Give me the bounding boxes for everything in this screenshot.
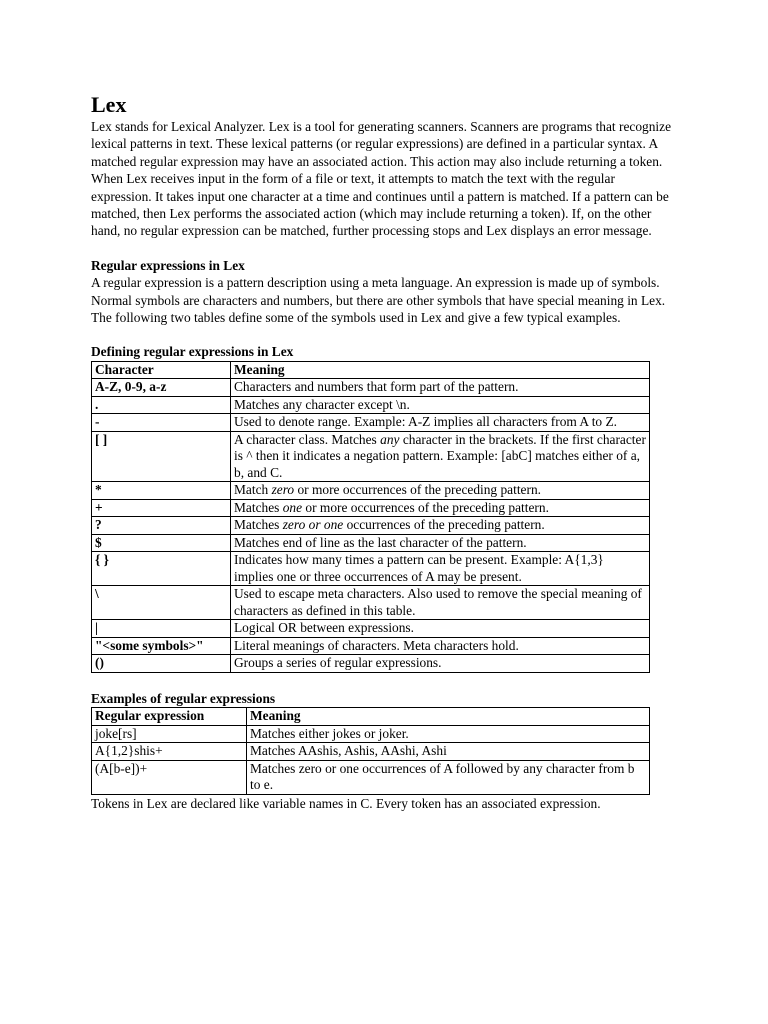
meaning-text-em: zero or one [282, 517, 344, 533]
meaning-cell [231, 379, 650, 397]
table-row [92, 482, 650, 500]
meaning-cell [231, 586, 650, 620]
meaning-cell [231, 431, 650, 482]
regex-examples-table [91, 707, 650, 795]
meaning-cell [231, 499, 650, 517]
meaning-text-post: or more occurrences of the preceding pattern. [302, 499, 549, 515]
symbol-cell: \ [92, 586, 231, 620]
table-row [92, 534, 650, 552]
symbol-cell: { } [92, 552, 231, 586]
meaning-text-pre: Indicates how many times a pattern can be present. Example: A{1,3} implies one or three occurrences of A may be present. [234, 552, 604, 584]
meaning-text-pre: Matches [234, 499, 283, 515]
symbol-cell: () [92, 655, 231, 673]
symbol-cell: $ [92, 534, 231, 552]
meaning-text-post: occurrences of the preceding pattern. [343, 517, 545, 533]
table-row [92, 379, 650, 397]
symbol-cell: * [92, 482, 231, 500]
section-paragraph-regex: A regular expression is a pattern description using a meta language. An expression is made up of symbols. Normal symbols are characters and numbers, but there are other symbols that have special meaning in Lex. The following two tables define some of the symbols used in Lex and give a few typical examples. [91, 275, 666, 326]
table-row [92, 743, 650, 761]
regex-cell: (A[b-e])+ [92, 760, 247, 794]
table-row [92, 499, 650, 517]
meaning-text-post: character in the brackets. If the first character is ^ then it indicates a negation pattern. Example: [abC] matches either of a, b, and C. [234, 431, 646, 480]
table-row [92, 760, 650, 794]
table-row [92, 637, 650, 655]
symbol-cell: A-Z, 0-9, a-z [92, 379, 231, 397]
meaning-cell [231, 655, 650, 673]
intro-paragraph: Lex stands for Lexical Analyzer. Lex is a tool for generating scanners. Scanners are programs that recognize lexical patterns in text. These lexical patterns (or regular expressions) are defined in a particular syntax. A matched regular expression may have an associated action. This action may also include returning a token. When Lex receives input in the form of a file or text, it attempts to match the text with the regular expression. It takes input one character at a time and continues until a pattern is matched. If a pattern can be matched, then Lex performs the associated action (which may include returning a token). If, on the other hand, no regular expression can be matched, further processing stops and Lex displays an error message. [91, 119, 672, 239]
symbol-cell: ? [92, 517, 231, 535]
table-header-row [92, 708, 650, 726]
meaning-text-pre: A character class. Matches [234, 431, 381, 447]
meaning-cell: Matches zero or one occurrences of A followed by any character from b to e. [247, 760, 650, 794]
meaning-text-em: any [380, 431, 400, 447]
meaning-cell [231, 637, 650, 655]
meaning-cell [231, 517, 650, 535]
table-row [92, 655, 650, 673]
regex-cell: joke[rs] [92, 725, 247, 743]
page-title: Lex [91, 92, 127, 117]
table-row [92, 431, 650, 482]
meaning-text-pre: Matches any character except \n. [234, 396, 410, 412]
meaning-text-pre: Matches end of line as the last character of the pattern. [234, 534, 527, 550]
spacer [91, 326, 677, 343]
symbol-cell: + [92, 499, 231, 517]
meaning-cell [231, 482, 650, 500]
footer-paragraph: Tokens in Lex are declared like variable names in C. Every token has an associated expression. [91, 795, 601, 811]
table-row [92, 725, 650, 743]
meaning-cell [231, 414, 650, 432]
regex-cell: A{1,2}shis+ [92, 743, 247, 761]
symbol-cell: . [92, 396, 231, 414]
table-row [92, 414, 650, 432]
regex-symbols-table [91, 361, 650, 673]
header-meaning: Meaning [247, 708, 650, 726]
table-row [92, 620, 650, 638]
table-row [92, 586, 650, 620]
header-regular-expression: Regular expression [92, 708, 247, 726]
spacer [91, 673, 677, 690]
meaning-text-pre: Characters and numbers that form part of the pattern. [234, 379, 519, 395]
table1-caption: Defining regular expressions in Lex [91, 344, 294, 360]
table-row [92, 396, 650, 414]
meaning-cell [231, 396, 650, 414]
header-character: Character [92, 361, 231, 379]
symbol-cell: "<some symbols>" [92, 637, 231, 655]
spacer [91, 240, 677, 257]
meaning-text-em: zero [271, 482, 295, 498]
table-row [92, 517, 650, 535]
meaning-text-pre: Used to escape meta characters. Also used to remove the special meaning of characters as defined in this table. [234, 586, 642, 618]
meaning-text-pre: Groups a series of regular expressions. [234, 655, 442, 671]
meaning-text-post: or more occurrences of the preceding pattern. [294, 482, 542, 498]
meaning-cell: Matches AAshis, Ashis, AAshi, Ashi [247, 743, 650, 761]
meaning-text-pre: Logical OR between expressions. [234, 620, 414, 636]
symbol-cell: [ ] [92, 431, 231, 482]
meaning-text-pre: Used to denote range. Example: A-Z implies all characters from A to Z. [234, 414, 618, 430]
meaning-text-em: one [282, 499, 303, 515]
table2-caption: Examples of regular expressions [91, 690, 276, 706]
meaning-text-pre: Matches [234, 517, 283, 533]
meaning-cell: Matches either jokes or joker. [247, 725, 650, 743]
meaning-cell [231, 620, 650, 638]
symbol-cell: | [92, 620, 231, 638]
section-heading-regex: Regular expressions in Lex [91, 257, 245, 273]
meaning-text-pre: Literal meanings of characters. Meta characters hold. [234, 637, 519, 653]
symbol-cell: - [92, 414, 231, 432]
meaning-text-pre: Match [234, 482, 272, 498]
document-content [91, 92, 677, 812]
table-header-row [92, 361, 650, 379]
header-meaning: Meaning [231, 361, 650, 379]
meaning-cell [231, 534, 650, 552]
table-row [92, 552, 650, 586]
meaning-cell [231, 552, 650, 586]
